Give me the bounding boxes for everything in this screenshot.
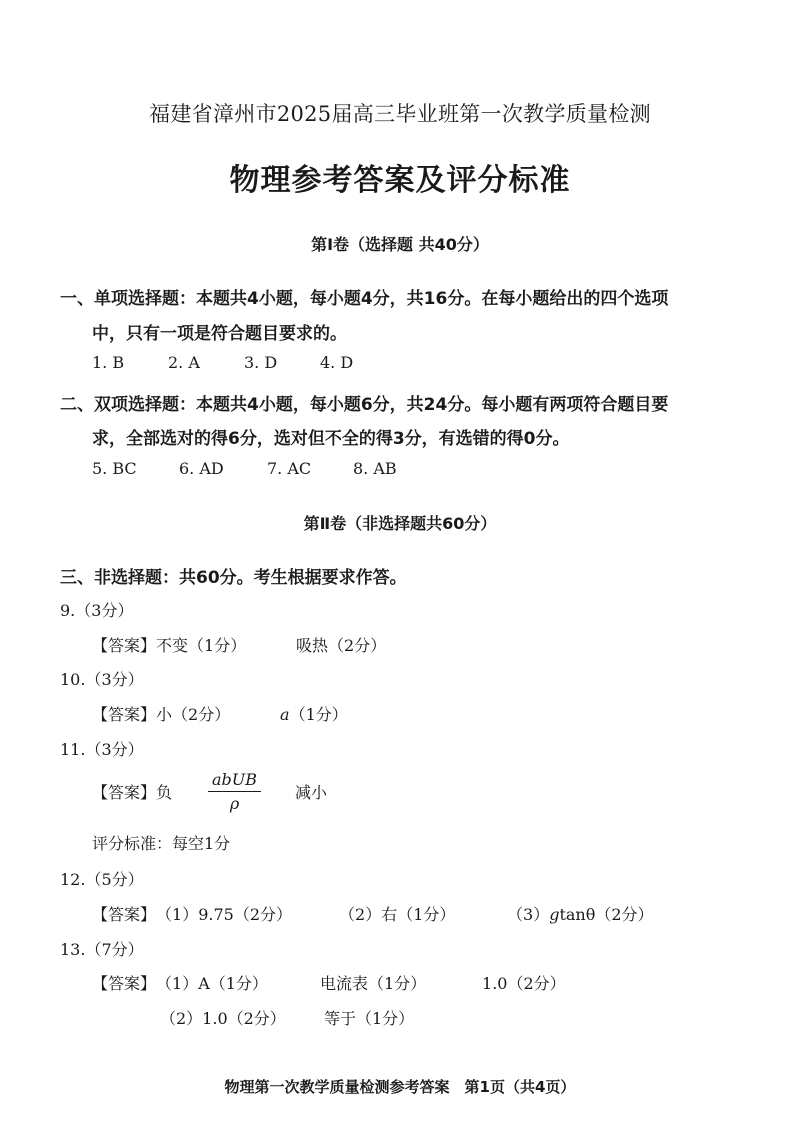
answer-6: 6. AD [179, 459, 224, 478]
q9-answer [92, 633, 386, 656]
q11-scoring: 评分标准：每空1分 [92, 834, 231, 853]
q10-answer-2-score: （1分） [289, 705, 348, 724]
answer-tag: 【答案】 [92, 974, 157, 993]
q10-answer-var: a [280, 705, 290, 724]
q13-answer-line1 [92, 971, 566, 994]
q13-answer-line2 [160, 1006, 414, 1029]
part2-heading: 第Ⅱ卷（非选择题共60分） [303, 514, 497, 533]
section1-line2: 中，只有一项是符合题目要求的。 [92, 324, 347, 344]
section3-line: 三、非选择题：共60分。考生根据要求作答。 [60, 568, 407, 588]
q12-answer-3-func: tanθ [559, 905, 596, 924]
section1-line1: 一、单项选择题：本题共4小题，每小题4分，共16分。在每小题给出的四个选项 [60, 289, 669, 309]
q13-answer-4: （2）1.0（2分） [160, 1009, 286, 1028]
q11-fraction [208, 770, 261, 813]
q11-fraction-denominator: ρ [229, 794, 240, 813]
q13-answer-5: 等于（1分） [324, 1009, 415, 1028]
q9-answer-2: 吸热（2分） [296, 636, 387, 655]
answer-4: 4. D [320, 353, 354, 372]
q12-answer [92, 902, 654, 925]
q13-answer-3: 1.0（2分） [482, 974, 566, 993]
answer-tag: 【答案】 [92, 783, 157, 802]
answer-tag: 【答案】 [92, 636, 157, 655]
q11-answer-1: 负 [156, 783, 173, 802]
q13-label: 13.（7分） [60, 940, 144, 959]
answer-tag: 【答案】 [92, 705, 157, 724]
section1-answers [92, 353, 353, 372]
q11-answer-3: 减小 [295, 783, 328, 802]
q10-answer [92, 702, 348, 725]
q10-label: 10.（3分） [60, 670, 144, 689]
answer-tag: 【答案】 [92, 905, 157, 924]
q11-answer [92, 770, 327, 813]
answer-2: 2. A [168, 353, 200, 372]
q12-answer-3-prefix: （3） [507, 905, 550, 924]
answer-5: 5. BC [92, 459, 137, 478]
answer-3: 3. D [244, 353, 278, 372]
q13-answer-2: 电流表（1分） [320, 974, 427, 993]
q12-answer-3-var: g [549, 905, 560, 924]
q12-answer-3-score: （2分） [595, 905, 654, 924]
q12-answer-1: （1）9.75（2分） [156, 905, 293, 924]
q12-label: 12.（5分） [60, 870, 144, 889]
section2-line1: 二、双项选择题：本题共4小题，每小题6分，共24分。每小题有两项符合题目要 [60, 395, 669, 415]
q12-answer-2: （2）右（1分） [339, 905, 456, 924]
page-footer: 物理第一次教学质量检测参考答案 第1页（共4页） [224, 1078, 576, 1096]
q9-label: 9.（3分） [60, 601, 134, 620]
q10-answer-1: 小（2分） [156, 705, 231, 724]
q9-answer-1: 不变（1分） [156, 636, 247, 655]
answer-7: 7. AC [267, 459, 312, 478]
exam-header: 福建省漳州市2025届高三毕业班第一次教学质量检测 [149, 102, 651, 126]
part1-heading: 第Ⅰ卷（选择题 共40分） [311, 235, 489, 254]
section2-answers [92, 459, 397, 478]
section2-line2: 求，全部选对的得6分，选对但不全的得3分，有选错的得0分。 [92, 429, 570, 449]
q11-label: 11.（3分） [60, 740, 144, 759]
q13-answer-1: （1）A（1分） [156, 974, 268, 993]
answer-1: 1. B [92, 353, 125, 372]
q11-fraction-numerator: abUB [208, 770, 261, 792]
answer-8: 8. AB [353, 459, 397, 478]
page-title: 物理参考答案及评分标准 [229, 163, 571, 198]
